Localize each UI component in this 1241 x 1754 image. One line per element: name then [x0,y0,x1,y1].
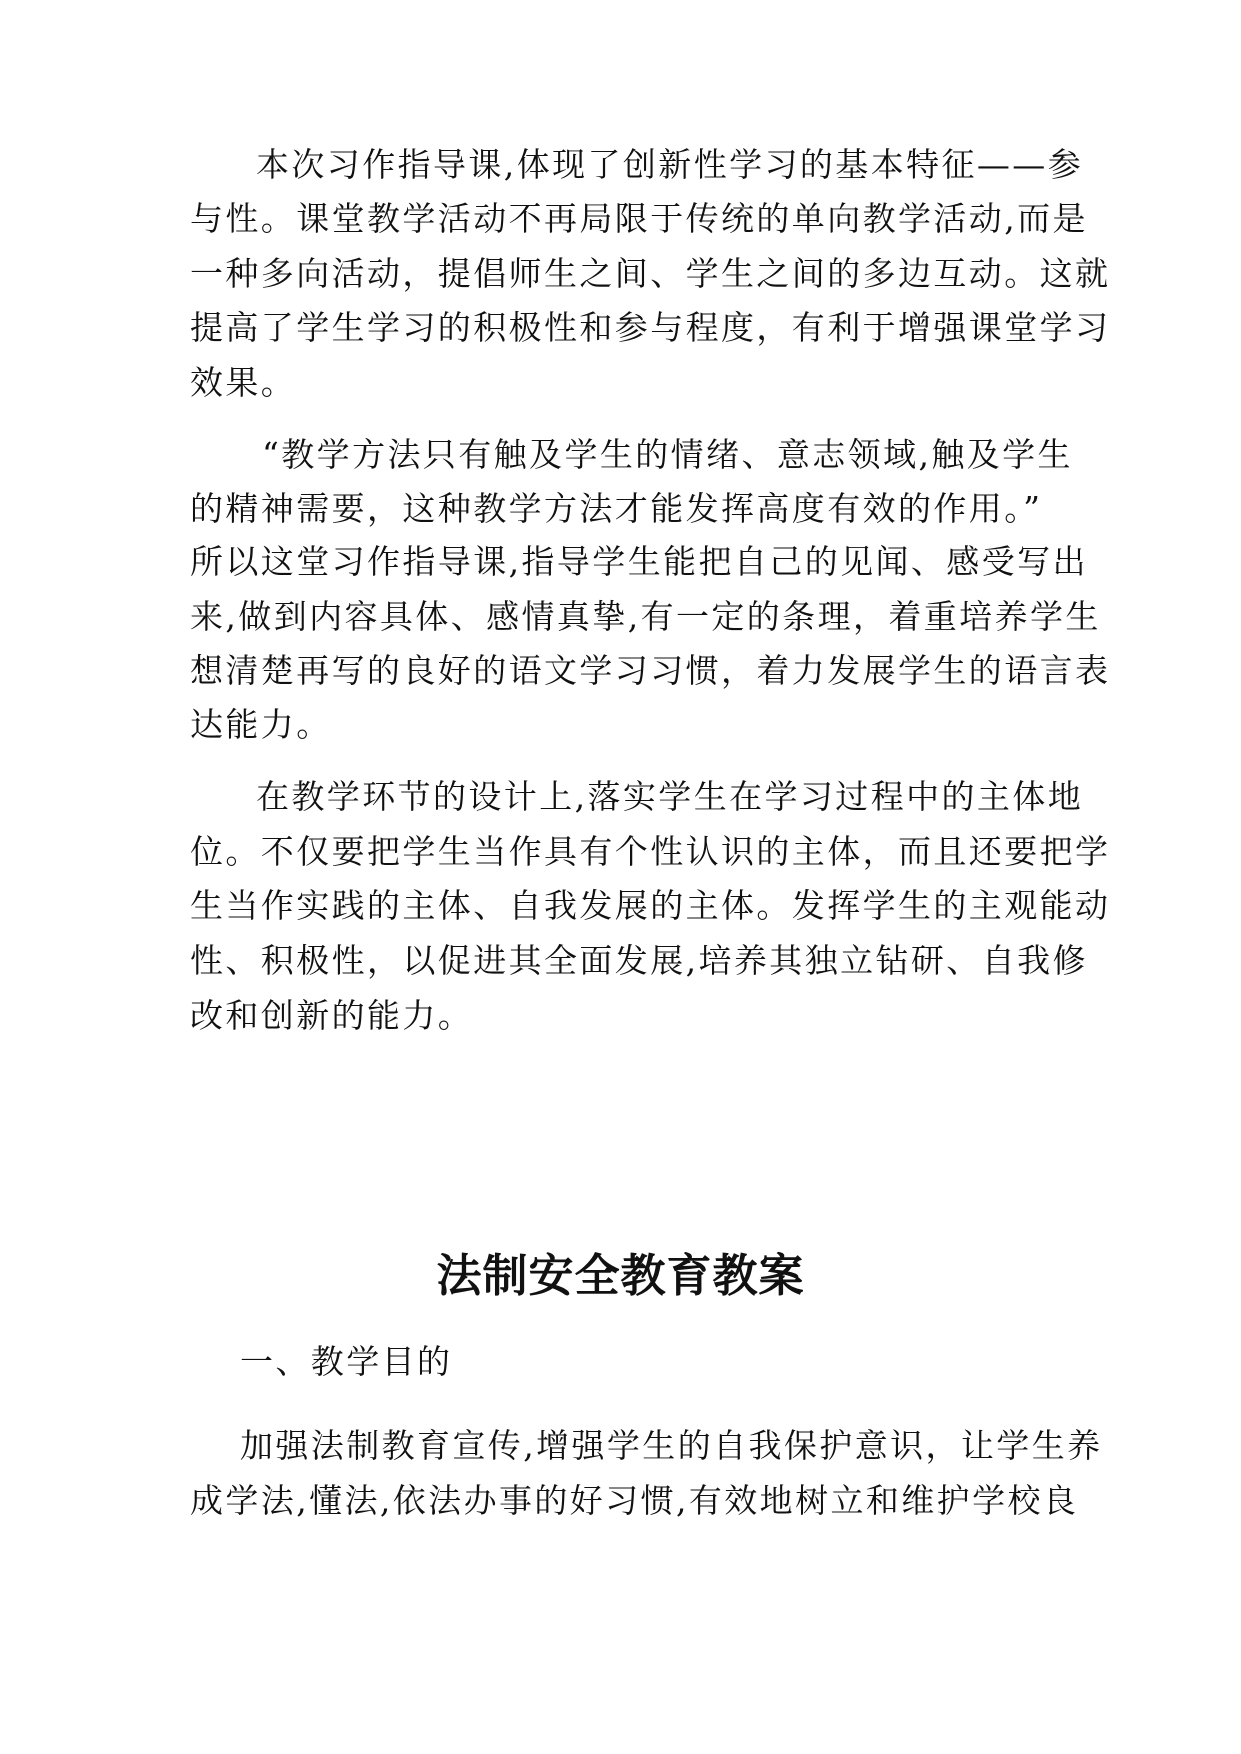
paragraph-2-line-4: 来,做到内容具体、感情真挚,有一定的条理，着重培养学生 [190,597,1101,636]
paragraph-2-line-6: 达能力。 [190,705,332,744]
paragraph-1-line-2: 与性。课堂教学活动不再局限于传统的单向教学活动,而是 [190,199,1088,238]
paragraph-3-line-1: 在教学环节的设计上,落实学生在学习过程中的主体地 [256,777,1084,816]
paragraph-2-line-5: 想清楚再写的良好的语文学习习惯，着力发展学生的语言表 [190,651,1111,690]
paragraph-3-line-5: 改和创新的能力。 [190,996,474,1035]
paragraph-1-line-1: 本次习作指导课,体现了创新性学习的基本特征——参 [256,145,1084,184]
paragraph-3-line-4: 性、积极性，以促进其全面发展,培养其独立钻研、自我修 [190,941,1088,980]
paragraph-2-line-1: “教学方法只有触及学生的情绪、意志领域,触及学生 [262,435,1073,474]
paragraph-2-line-3: 所以这堂习作指导课,指导学生能把自己的见闻、感受写出 [190,542,1088,581]
final-paragraph-line-1: 加强法制教育宣传,增强学生的自我保护意识，让学生养 [240,1426,1103,1465]
paragraph-3-line-2: 位。不仅要把学生当作具有个性认识的主体，而且还要把学 [190,832,1111,871]
paragraph-2-line-2: 的精神需要，这种教学方法才能发挥高度有效的作用。” [190,489,1043,528]
section-subheading: 一、教学目的 [240,1342,453,1381]
paragraph-1-line-5: 效果。 [190,363,297,402]
section-title: 法制安全教育教案 [436,1249,805,1302]
final-paragraph-line-2: 成学法,懂法,依法办事的好习惯,有效地树立和维护学校良 [190,1481,1079,1520]
paragraph-1-line-3: 一种多向活动，提倡师生之间、学生之间的多边互动。这就 [190,254,1111,293]
paragraph-3-line-3: 生当作实践的主体、自我发展的主体。发挥学生的主观能动 [190,886,1111,925]
paragraph-1-line-4: 提高了学生学习的积极性和参与程度，有利于增强课堂学习 [190,308,1111,347]
